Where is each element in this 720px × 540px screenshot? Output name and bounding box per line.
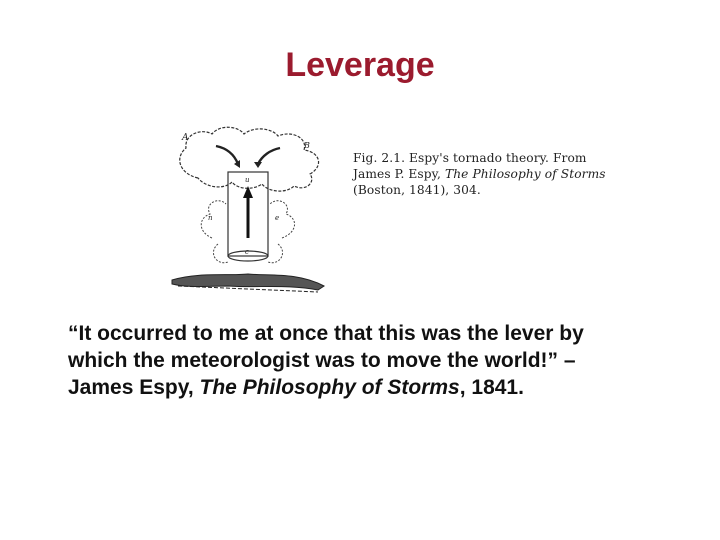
quote-line-3 bbox=[68, 374, 688, 401]
figure-caption bbox=[353, 150, 606, 198]
caption-line-1: Fig. 2.1. Espy's tornado theory. From bbox=[353, 151, 587, 165]
label-u: u bbox=[245, 176, 250, 184]
label-a: A bbox=[182, 133, 189, 143]
quote-year: , 1841. bbox=[459, 376, 524, 399]
quote-text bbox=[68, 320, 688, 401]
right-arrow bbox=[258, 148, 280, 164]
quote-line-1: “It occurred to me at once that this was the lever by bbox=[68, 322, 584, 345]
caption-line-3: (Boston, 1841), 304. bbox=[353, 183, 481, 197]
label-e: e bbox=[275, 214, 280, 222]
label-n: n bbox=[208, 214, 213, 222]
caption-line-2 bbox=[353, 166, 606, 182]
left-arrow bbox=[216, 146, 238, 164]
quote-attribution: James Espy, bbox=[68, 376, 200, 399]
slide-title: Leverage bbox=[285, 46, 435, 84]
quote-book-title: The Philosophy of Storms bbox=[199, 376, 460, 399]
quote-line-2: which the meteorologist was to move the world!” – bbox=[68, 349, 576, 372]
label-c: c bbox=[245, 248, 249, 256]
label-b: B bbox=[304, 141, 310, 150]
caption-author: James P. Espy, bbox=[353, 167, 445, 181]
caption-book-title: The Philosophy of Storms bbox=[445, 167, 606, 181]
tornado-diagram bbox=[168, 120, 328, 298]
ground bbox=[172, 274, 324, 290]
